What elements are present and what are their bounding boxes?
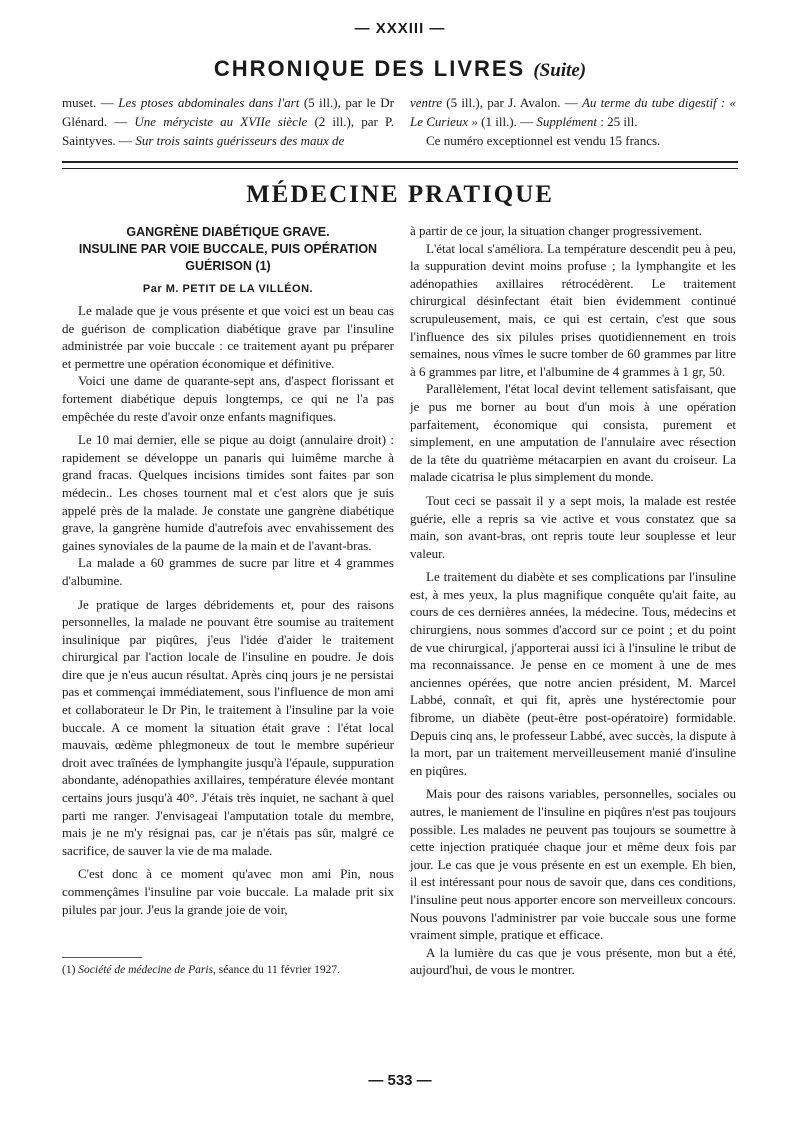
footnote-rule — [62, 957, 142, 958]
paragraph: Tout ceci se passait il y a sept mois, la malade est restée guérie, elle a repris sa vie active et vous constatez que sa main, son avant-bras, ont repris toute leur souplesse et leur valeur. — [410, 492, 736, 561]
paragraph: Le traitement du diabète et ses complications par l'insuline est, à mes yeux, la plus magnifique conquête qu'ait faite, au cours de ces dernières années, la médecine. Tous, médecins et chirurgiens, nous sommes d'accord sur ce point ; et du point de vue chirurgical, j'apporterai aussi ici à l'insuline le tribut de ma reconnaissance. Je pense en ce moment à une de mes anciennes opérées, que notre ancien président, M. Marcel Labbé, connaît, et qui fit, après une hystérectomie pour fibrome, un diabète (peut-être post-opératoire) formidable. Depuis cinq ans, le professeur Labbé, avec succès, la dispute à la mort, par un traitement merveilleusement manié d'insuline en piqûres. — [410, 569, 736, 778]
chronicle-segment: (2 ill.), par P. Saintyves. — — [62, 114, 395, 148]
article-title-line-1: GANGRÈNE DIABÉTIQUE GRAVE. — [126, 225, 330, 239]
footnote — [62, 962, 394, 978]
paragraph: Voici une dame de quarante-sept ans, d'aspect florissant et fortement diabétique depuis longtemps, ce qui ne l'a pas empêchée du reste d'avoir onze enfants magnifiques. — [62, 373, 394, 424]
section-divider — [62, 161, 738, 169]
paragraph: C'est donc à ce moment qu'avec mon ami Pin, nous commençâmes l'insuline par voie buccale. La malade prit six pilules par jour. J'eus la grande joie de voir, — [62, 866, 394, 917]
chronicle-segment: (5 ill.), par J. Avalon. — — [442, 95, 582, 110]
article-title-line-3: GUÉRISON (1) — [185, 259, 271, 273]
chronicle-segment: (5 ill.), par le Dr Glénard. — — [62, 95, 394, 129]
chronicle-segment-italic: ventre — [410, 95, 442, 110]
footnote-rest: , séance du 11 février 1927. — [213, 964, 341, 976]
chronicle-title-text: CHRONIQUE DES LIVRES — [213, 56, 526, 81]
chronicle-segment-italic: Supplément — [536, 114, 598, 129]
chronicle-segment-italic: Sur trois saints guérisseurs des maux de — [135, 133, 345, 148]
paragraph: Je pratique de larges débridements et, pour des raisons personnelles, la malade ne pouvant être soumise au traitement insulinique par piqûres, j'eus l'idée d'aider le traitement chirurgical par l'action locale de l'insuline en poudre. Je dois dire que je n'eus aucun résultat. Après cinq jours je ne persistai pas et commençai immédiatement, sous l'influence de mon ami et collaborateur le Dr Pin, le traitement à l'insuline par la voie buccale. A ce moment la situation était grave : l'état local mauvais, œdème phlegmoneux de tout le membre supérieur droit avec traînées de lymphangite jusqu'à l'épaule, suppuration abondante, adénopathies axillaires, température élevée montant certains jours jusqu'à 40°. J'étais très inquiet, ne sachant à quel parti me ranger. J'envisageai l'amputation totale du membre, mais je ne m'y résignai pas, car je n'étais pas sûr, malgré ce sacrifice, de sauver la vie de ma malade. — [62, 596, 394, 858]
chronicle-segment-italic: Une méryciste au XVIIe siècle — [134, 114, 308, 129]
paragraph: Parallèlement, l'état local devint tellement satisfaisant, que je pus me borner au bout d'un mois à une opération parfaitement, économique qui consista, purement et simplement, en une amputation de l'annulaire avec résection de la tête du quatrième métacarpien en avant du croiseur. La malade cicatrisa le plus simplement du monde. — [410, 381, 736, 485]
chronicle-left-text — [62, 93, 394, 150]
footnote-source: Société de médecine de Paris — [78, 964, 214, 976]
chronicle-segment-italic: « Le Curieux » — [410, 95, 736, 129]
article-byline: Par M. PETIT DE LA VILLÉON. — [142, 283, 314, 295]
chronicle-segment: : 25 ill. — [597, 114, 638, 129]
chronicle-title-suite: (Suite) — [533, 60, 587, 81]
chronicle-price-note: Ce numéro exceptionnel est vendu 15 francs. — [426, 133, 661, 148]
paragraph: La malade a 60 grammes de sucre par litre et 4 grammes d'albumine. — [62, 555, 394, 588]
chronicle-segment-italic: Au terme du tube digestif : — [581, 95, 726, 110]
section-title: MÉDECINE PRATIQUE — [246, 181, 554, 208]
running-head-page-number: — XXXIII — — [354, 20, 446, 37]
chronicle-segment: muset. — — [62, 95, 119, 110]
chronicle-right-column — [410, 93, 736, 150]
chronicle-segment-italic: Les ptoses abdominales dans l'art — [118, 95, 300, 110]
paragraph: Le 10 mai dernier, elle se pique au doigt (annulaire droit) : rapidement se développe un panaris qui luimême marche à grand fracas. Quelques incisions timides sont faites par son médecin.. Les choses tournent mal et c'est alors que je suis appelé près de la malade. Je constate une gangrène diabétique grave, la gangrène humide d'autrefois avec envahissement des gaines synoviales de la paume de la main et de l'avant-bras. — [62, 432, 394, 553]
article-right-column — [410, 222, 736, 979]
paragraph: A la lumière du cas que je vous présente, mon but a été, aujourd'hui, de vous le montrer. — [410, 944, 736, 978]
paragraph: à partir de ce jour, la situation changer progressivement. — [410, 223, 702, 238]
paragraph: L'état local s'améliora. La température descendit peu à peu, la suppuration devint moins profuse ; la lymphangite et les adénopathies axillaires rétrocédèrent. Le traitement chirurgical désinfectant était bien évidemment continué scrupuleusement, mais, ce qui est certain, c'est que sous l'influence des six pilules prises quotidiennement en trois semaines, nous vîmes le sucre tomber de 60 grammes par litre à 6 grammes par litre, et l'albumine de 4 grammes à 1 gr, 50. — [410, 240, 736, 379]
paragraph: Le malade que je vous présente et que voici est un beau cas de guérison de complication diabétique grave par l'insuline administrée par voie buccale : ce traitement ayant pu préparer et permettre une opération économique et définitive. — [62, 303, 394, 371]
chronicle-segment: (1 ill.). — — [477, 114, 537, 129]
article-left-column — [62, 302, 394, 918]
footnote-mark: (1) — [62, 964, 79, 976]
chronicle-right-text — [410, 93, 736, 131]
chronicle-section-title — [0, 56, 800, 82]
paragraph: Mais pour des raisons variables, personnelles, sociales ou autres, le maniement de l'insuline en piqûres n'est pas toujours possible. Les malades ne peuvent pas toujours se soumettre à cette injection pratiquée chaque jour et même deux fois par jour. Le cas que je vous présente en est un exemple. Eh bien, il est intéressant pour nous de savoir que, dans ces conditions, l'insuline peut nous apporter encore son merveilleux concours. Nous pouvons l'administrer par voie buccale sous une forme vraiment simple, pratique et efficace. — [410, 786, 736, 943]
page-number: — 533 — — [368, 1072, 432, 1089]
article-title-line-2: INSULINE PAR VOIE BUCCALE, PUIS OPÉRATION — [78, 242, 378, 256]
article-heading — [62, 224, 394, 298]
chronicle-left-column — [62, 93, 394, 150]
